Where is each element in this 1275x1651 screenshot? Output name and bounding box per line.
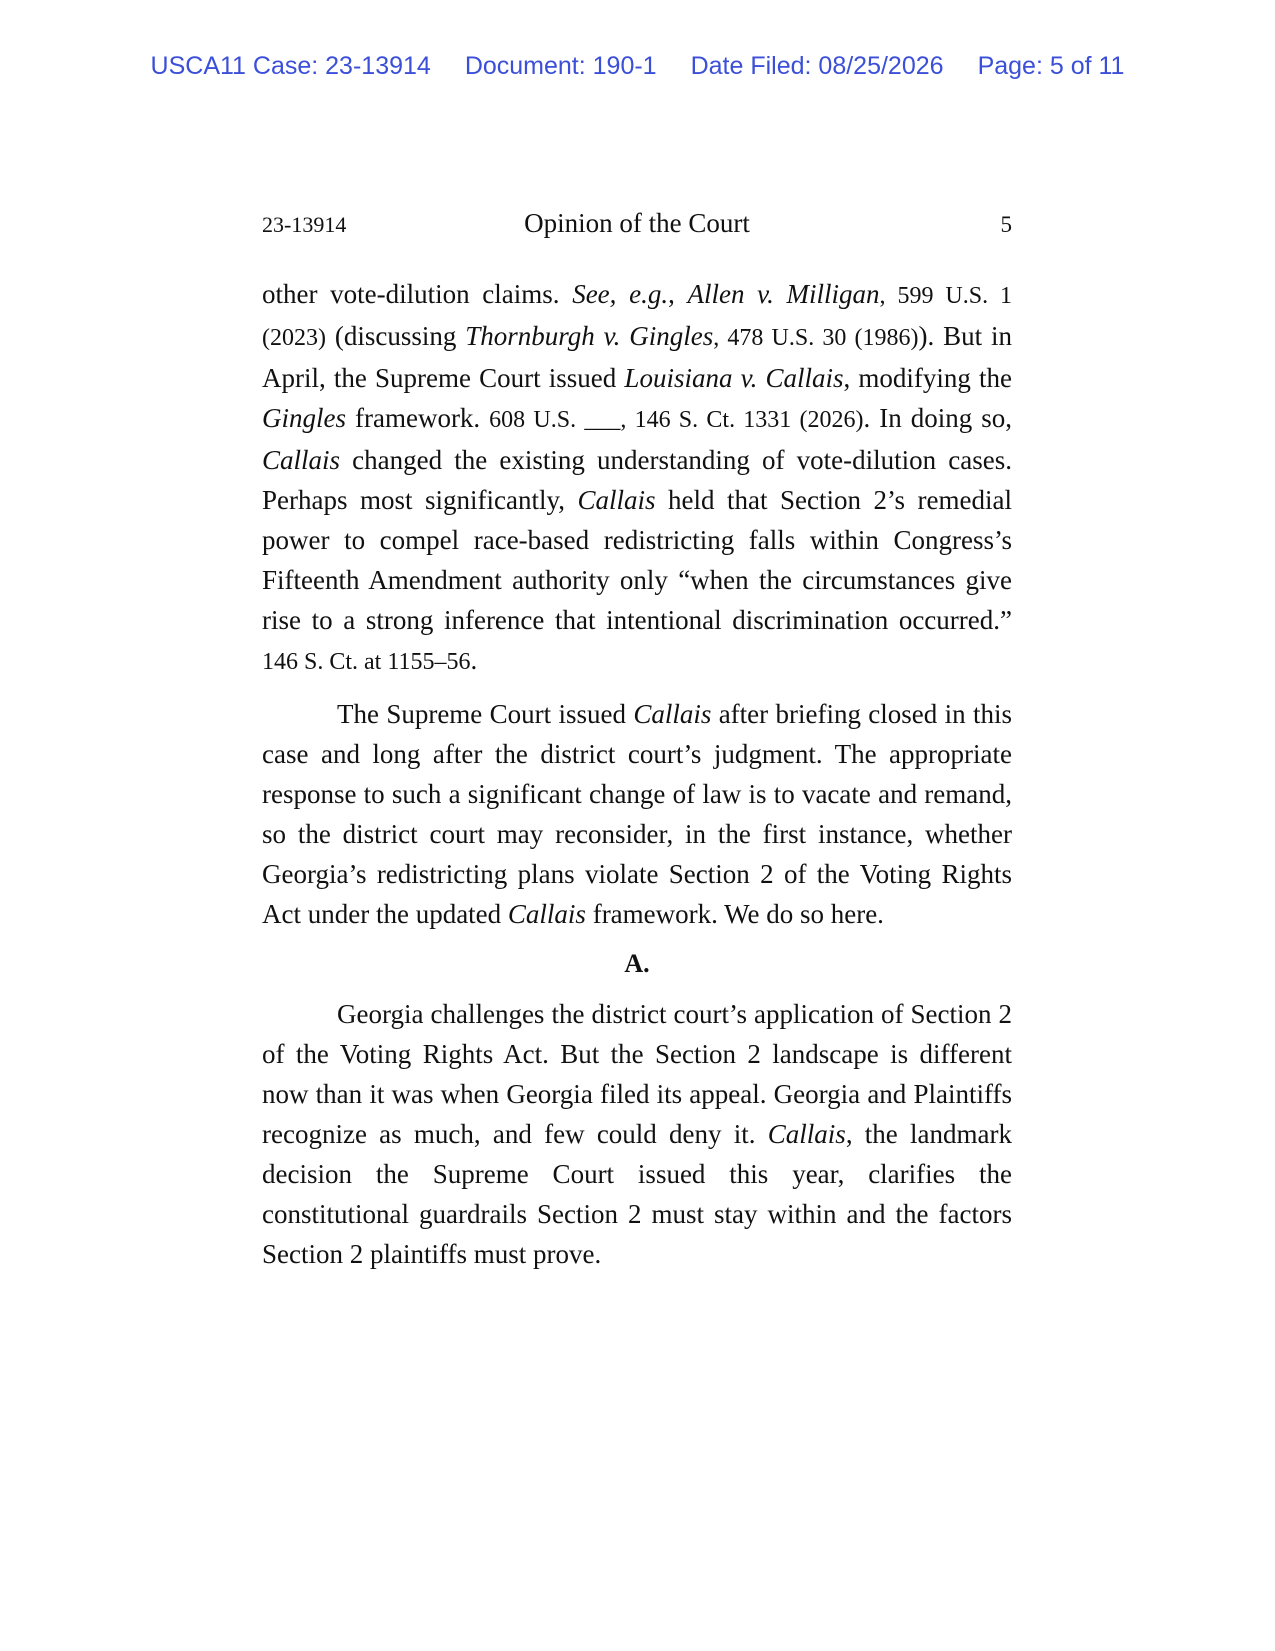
citation-thornburgh: , 478 U.S. 30 (1986) (713, 325, 919, 351)
case-name-callais: Callais (262, 445, 341, 475)
running-head (262, 208, 1012, 242)
paragraph-1: other vote-dilution claims. See, e.g., Allen v. Milligan, 599 U.S. 1 (2023) (discussing Thornburgh v. Gingles, 478 U.S. 30 (1986)). But in April, the Supreme Court issued Louisiana v. Callais, modifying the Gingles framework. 608 U.S. ___, 146 S. Ct. 1331 (2026). In doing so, Callais changed the existing understanding of vote-dilution cases. Perhaps most significantly, Callais held that Section 2’s remedial power to compel race-based redistricting falls within Congress’s Fifteenth Amendment authority only “when the circumstances give rise to a strong inference that intentional discrimination occurred.” 146 S. Ct. at 1155–56. (262, 279, 1012, 675)
case-name-gingles: Gingles (262, 403, 346, 433)
case-name-callais: Callais (577, 485, 656, 515)
citation-allen: , 599 U.S. 1 (2023) (262, 283, 1012, 351)
case-name-thornburgh: Thornburgh v. Gingles (465, 321, 714, 351)
citation-pincite: 146 S. Ct. at 1155–56 (262, 649, 471, 675)
case-number: 23-13914 (262, 212, 347, 237)
case-name-callais: Callais (767, 1119, 846, 1149)
page-number: 5 (1000, 212, 1012, 237)
stamp-case: USCA11 Case: 23-13914 (150, 52, 431, 80)
case-name-allen: Allen v. Milligan (687, 279, 880, 309)
stamp-document: Document: 190-1 (464, 52, 657, 80)
opinion-body (262, 274, 1012, 1274)
running-title: Opinion of the Court (524, 208, 750, 238)
case-name-louisiana: Louisiana v. Callais (624, 363, 844, 393)
stamp-date-filed: Date Filed: 08/25/2026 (690, 52, 944, 80)
filing-stamp-header (0, 52, 1275, 81)
section-heading: A. (624, 949, 650, 978)
signal-see-eg: See, e.g. (572, 279, 669, 309)
paragraph-2: The Supreme Court issued Callais after briefing closed in this case and long after the district court’s judgment. The appropriate response to such a significant change of law is to vacate and remand, so the district court may reconsider, in the first instance, whether Georgia’s redistricting plans violate Section 2 of the Voting Rights Act under the updated Callais framework. We do so here. (262, 699, 1012, 929)
stamp-page: Page: 5 of 11 (977, 52, 1125, 80)
case-name-callais: Callais (507, 899, 586, 929)
citation-callais: 608 U.S. ___, 146 S. Ct. 1331 (2026) (489, 407, 864, 433)
paragraph-3: Georgia challenges the district court’s application of Section 2 of the Voting Rights Act. But the Section 2 landscape is different now than it was when Georgia filed its appeal. Georgia and Plaintiffs recognize as much, and few could deny it. Callais, the landmark decision the Supreme Court issued this year, clarifies the constitutional guardrails Section 2 must stay within and the factors Section 2 plaintiffs must prove. (262, 999, 1012, 1269)
case-name-callais: Callais (633, 699, 712, 729)
